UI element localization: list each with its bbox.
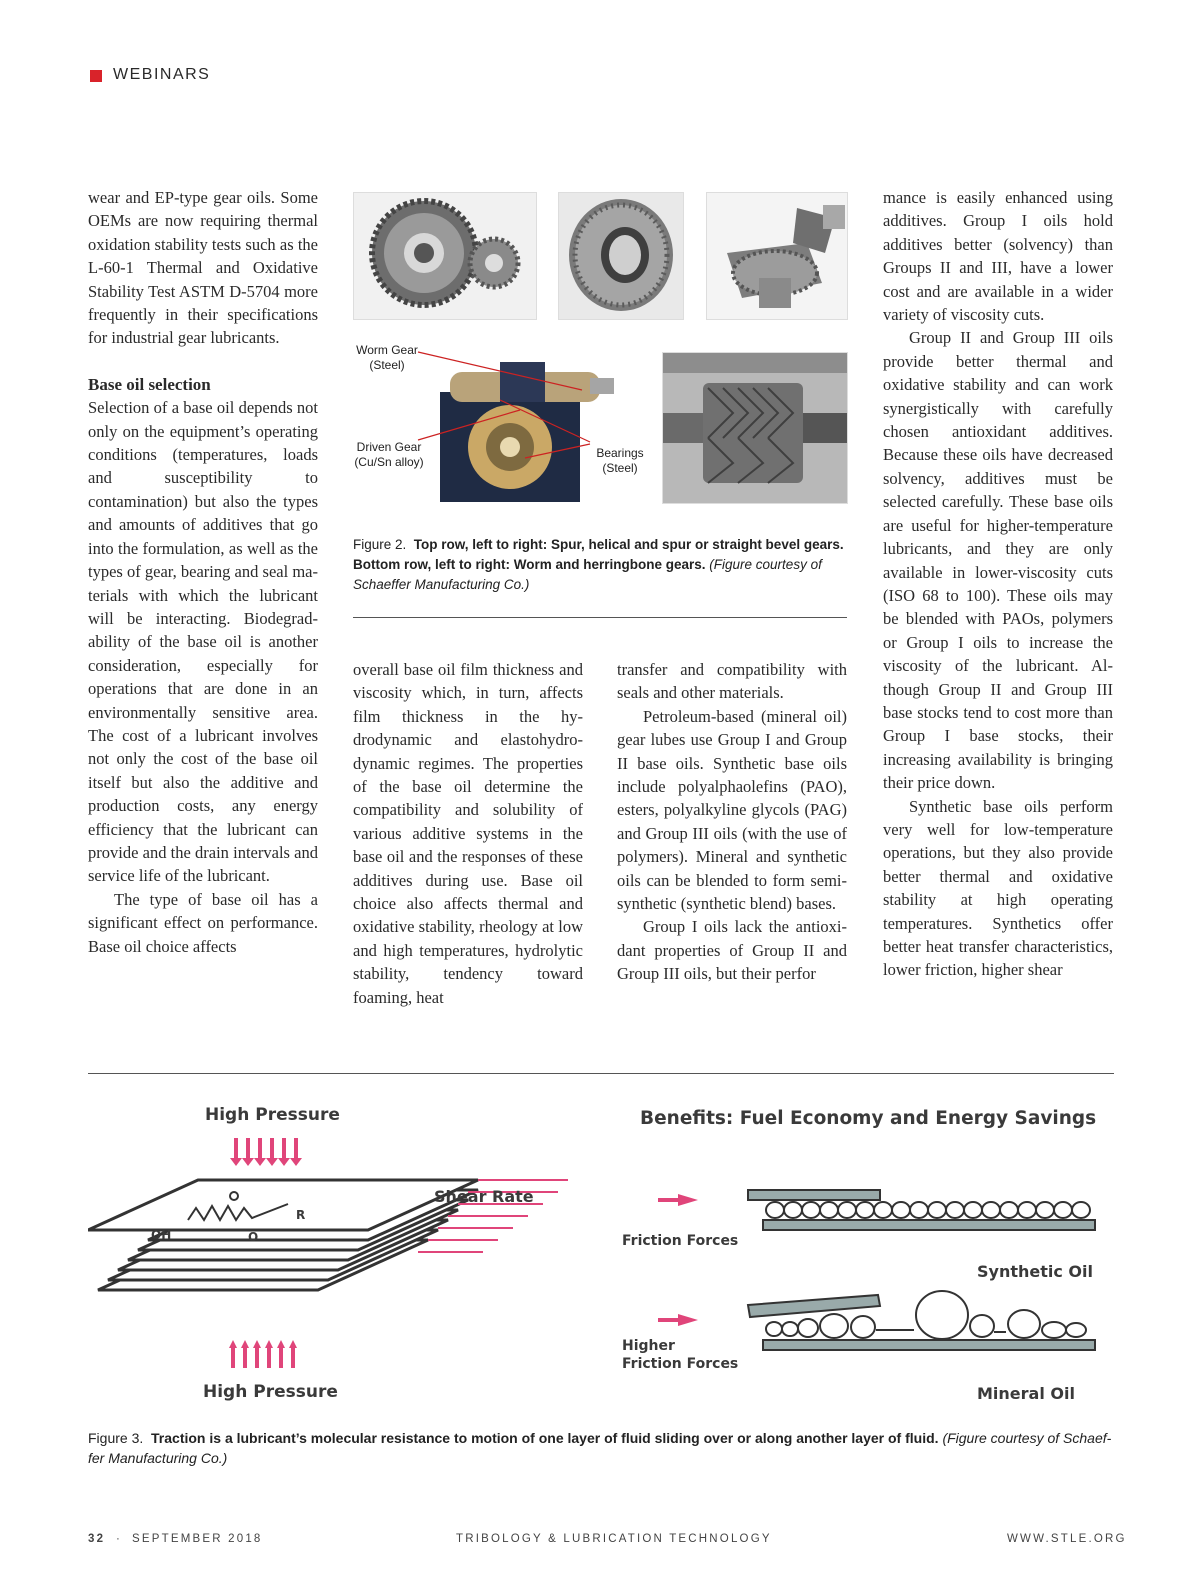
paragraph: Synthetic base oils perform very well for low-temperature operations, but they also provide better thermal and oxidative stability at high operating temperatures. Synthetics offer better heat transfer characteristics, lower friction, higher shear: [883, 796, 1113, 980]
mineral-oil-diagram: [658, 1291, 1095, 1350]
text-column-4: [883, 186, 1113, 982]
paragraph: Group I oils lack the antioxidant properties of Group II and Group III oils, but their perfor: [617, 917, 847, 984]
label-line: (Steel): [369, 358, 405, 372]
pressure-arrows-down: [230, 1138, 302, 1166]
label-line: (Cu/Sn alloy): [354, 455, 424, 469]
label-line: Bearings: [596, 446, 644, 460]
paragraph: The type of base oil has a significant effect on performance. Base oil choice affects: [88, 889, 318, 956]
synthetic-oil-diagram: [658, 1190, 1095, 1230]
paragraph: transfer and compatibility with seals and other materials.: [617, 660, 847, 703]
paragraph: wear and EP-type gear oils. Some OEMs are now requiring thermal oxidation stability tests such as the L-60-1 Thermal and Oxidative Stability Test ASTM D-5704 more frequently in their specifications for industrial gear lubricants.: [88, 188, 318, 348]
r-label: R: [296, 1208, 306, 1222]
herringbone-gear-photo: [662, 352, 848, 504]
friction-forces-label: Friction Forces: [622, 1233, 739, 1249]
label-line: (Steel): [602, 461, 638, 475]
caption-bold: Traction is a lubricant’s molecular resistance to motion of one layer of fluid sliding over or along another layer of fluid.: [151, 1430, 939, 1446]
paragraph: Group II and Group III oils provide better thermal and oxidative stability and can work synergistically with carefully chosen antioxidant additives. Because these oils have decreased solvency, additives must be selected carefully. These base oils are useful for higher-temperature lubricants, and they are only available in lower-viscosity cuts (ISO 68 to 100). These oils may be blended with PAOs, polymers or Group I oils to increase the viscosity of the lubricant. Although Group II and Group III base stocks tend to cost more than Group I base stocks, their increasing availability is bringing their price down.: [883, 328, 1113, 793]
label-line: Driven Gear: [356, 440, 422, 454]
section-heading: Base oil selection: [88, 374, 211, 394]
paragraph: mance is easily enhanced using additives. Group I oils hold additives better (solvency) than Groups II and III, have a lower cost and are available in a wider variety of viscosity cuts.: [883, 188, 1113, 325]
caption-label: Figure 2.: [353, 537, 407, 552]
fluid-layers: [88, 1180, 478, 1290]
text-column-1: [88, 186, 318, 958]
traction-diagram: [88, 1100, 1114, 1420]
worm-gear-label: [352, 343, 422, 373]
caption-label: Figure 3.: [88, 1430, 144, 1446]
mineral-oil-label: Mineral Oil: [977, 1384, 1075, 1403]
text-column-2: [353, 658, 583, 1009]
driven-gear-label: [349, 440, 429, 470]
caption-credit: (Figure courtesy of Schaeffer Manufacturing Co.): [353, 557, 822, 592]
oh-label: OH: [151, 1228, 172, 1242]
helical-gear-photo: [558, 192, 684, 320]
section-marker: [90, 70, 102, 82]
figure-2-caption: [353, 535, 847, 595]
figure-2-rule: [353, 617, 847, 618]
higher-friction-forces-label: Friction Forces: [622, 1356, 739, 1372]
paragraph: Petroleum-based (mineral oil) gear lubes use Group I and Group II base oils. Synthetic base oils include polyalphaolefins (PAO), esters, polyalkyline glycols (PAG) and Group III oils (with the use of polymers). Mineral and synthetic oils can be blended to form semi-synthetic (synthetic blend) bases.: [617, 706, 847, 914]
higher-label: Higher: [622, 1338, 675, 1354]
section-label: WEBINARS: [113, 66, 211, 83]
text-column-3: [617, 658, 847, 986]
caption-bold: Top row, left to right: Spur, helical and spur or straight bevel gears. Bottom row, left to right: Worm and herringbone gears.: [353, 537, 844, 572]
shear-rate-label: Shear Rate: [434, 1187, 534, 1206]
website-url: WWW.STLE.ORG: [1007, 1533, 1127, 1545]
spur-gear-photo: [353, 192, 537, 320]
figure-3-caption: [88, 1428, 1114, 1468]
o-label: O: [248, 1230, 259, 1244]
paragraph: overall base oil film thickness and viscosity which, in turn, affects film thickness in the hydrodynamic and elastohydrodynamic regimes. The properties of the base oil determine the compatibility and solubility of various additive systems in the base oil and the responses of these additives during use. Base oil choice also affects thermal and oxidative stability, rheology at low and high temperatures, hydrolytic stability, tendency toward foaming, heat: [353, 660, 583, 1007]
caption-credit: (Figure courtesy of Schaeffer Manufacturing Co.): [88, 1430, 1112, 1466]
high-pressure-bottom-label: High Pressure: [203, 1382, 338, 1402]
issue-date: SEPTEMBER 2018: [132, 1533, 263, 1545]
pressure-arrows-up: [229, 1340, 297, 1368]
page-number: 32: [88, 1533, 106, 1545]
bearings-label: [590, 446, 650, 476]
benefits-title: Benefits: Fuel Economy and Energy Savings: [640, 1108, 1097, 1129]
high-pressure-top-label: High Pressure: [205, 1105, 340, 1125]
bevel-gear-photo: [706, 192, 848, 320]
paragraph: Selection of a base oil depends not only on the equipment’s operating conditions (temperatures, loads and susceptibility to contamination) but also the types and amounts of additives that go into the formulation, as well as the types of gear, bearing and seal materials with which the lubricant will be interacting. Biodegradability of the base oil is another consideration, especially for operations that are done in an environmentally sensitive area. The cost of a lubricant involves not only the cost of the base oil itself but also the additive and production costs, any energy efficiency that the lubricant can provide and the drain intervals and service life of the lubricant.: [88, 398, 318, 886]
footer-separator: ·: [116, 1533, 123, 1545]
synthetic-oil-label: Synthetic Oil: [977, 1262, 1093, 1281]
figure-3-rule: [88, 1073, 1114, 1074]
label-line: Worm Gear: [356, 343, 418, 357]
publication-name: TRIBOLOGY & LUBRICATION TECHNOLOGY: [456, 1533, 772, 1545]
